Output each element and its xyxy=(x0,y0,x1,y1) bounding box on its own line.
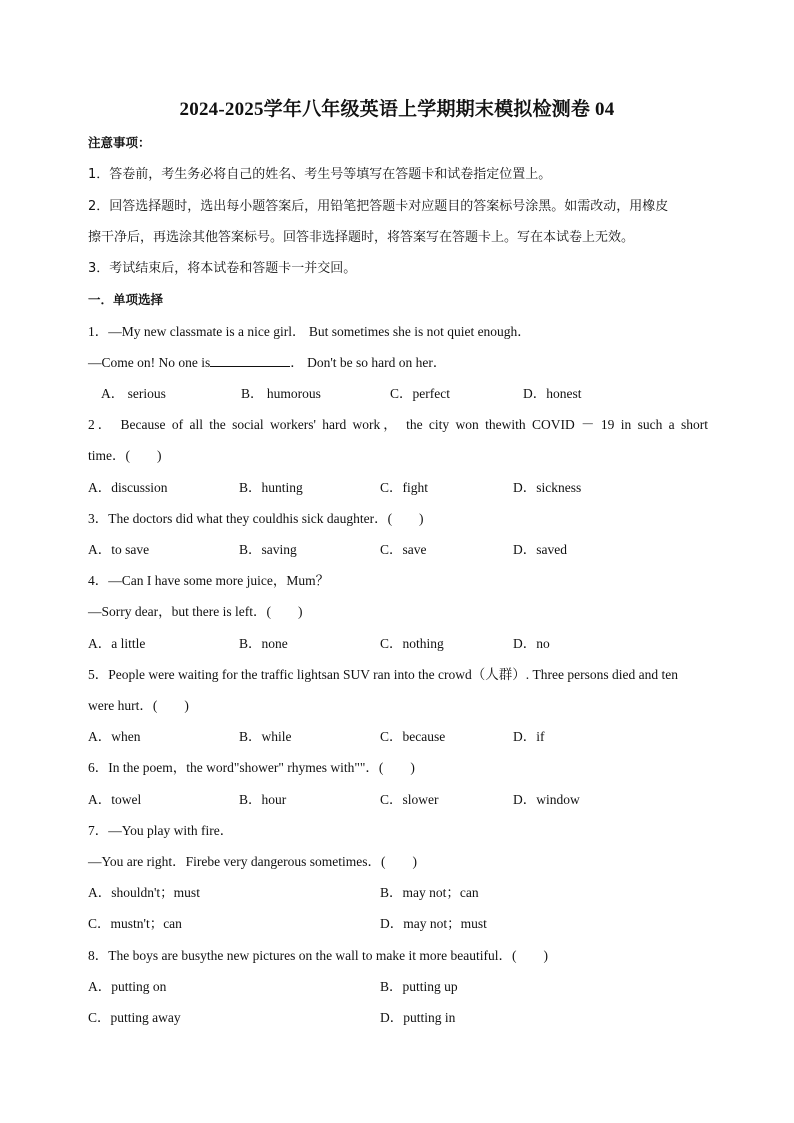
question-3-option-c: C．save xyxy=(380,542,427,557)
question-7-stem-cont: —You are right．Firebe very dangerous sometimes．( ) xyxy=(88,854,417,869)
question-2-stem-cont: time．( ) xyxy=(88,448,162,463)
question-1-text-a: —Come on! No one is xyxy=(88,355,211,370)
question-1-option-c: C．perfect xyxy=(390,386,450,401)
question-1-stem: 1．—My new classmate is a nice girl． But sometimes she is not quiet enough． xyxy=(88,324,531,339)
question-7-option-c: C．mustn't；can xyxy=(88,916,182,931)
question-4-option-b: B．none xyxy=(239,636,288,651)
question-5-stem: 5．People were waiting for the traffic lightsan SUV ran into the crowd（人群）. Three persons died and ten xyxy=(88,667,678,682)
question-2-option-b: B．hunting xyxy=(239,480,303,495)
question-6-option-b: B．hour xyxy=(239,792,287,807)
question-8-option-d: D．putting in xyxy=(380,1010,456,1025)
question-6-stem: 6．In the poem，the word"shower" rhymes with""．( ) xyxy=(88,760,415,775)
question-8-option-b: B．putting up xyxy=(380,979,458,994)
question-5-option-c: C．because xyxy=(380,729,446,744)
question-5-stem-cont: were hurt．( ) xyxy=(88,698,189,713)
question-4-option-a: A．a little xyxy=(88,636,146,651)
question-4-stem-cont: —Sorry dear，but there is left．( ) xyxy=(88,604,303,619)
notes-item-3: 3．考试结束后，将本试卷和答题卡一并交回。 xyxy=(88,261,357,276)
question-1-option-d: D．honest xyxy=(523,386,582,401)
question-7-option-d: D．may not；must xyxy=(380,916,487,931)
question-4-stem: 4．—Can I have some more juice，Mum？ xyxy=(88,573,330,588)
question-3-option-b: B．saving xyxy=(239,542,297,557)
section-heading: 一．单项选择 xyxy=(88,292,164,307)
question-3-option-a: A．to save xyxy=(88,542,150,557)
question-2-option-d: D．sickness xyxy=(513,480,582,495)
question-8-option-a: A．putting on xyxy=(88,979,167,994)
question-4-option-c: C．nothing xyxy=(380,636,444,651)
question-1-option-b: B． humorous xyxy=(241,386,321,401)
question-8-stem: 8．The boys are busythe new pictures on the wall to make it more beautiful．( ) xyxy=(88,948,549,963)
question-1-option-a: A． serious xyxy=(101,386,166,401)
question-1-text-b: ． Don't be so hard on her． xyxy=(290,355,447,370)
question-4-option-d: D．no xyxy=(513,636,550,651)
question-7-option-b: B．may not；can xyxy=(380,885,479,900)
notes-item-2: 2．回答选择题时，选出每小题答案后，用铅笔把答题卡对应题目的答案标号涂黑。如需改动，用橡皮 xyxy=(88,199,669,214)
question-8-option-c: C．putting away xyxy=(88,1010,181,1025)
question-6-option-a: A．towel xyxy=(88,792,142,807)
answer-blank xyxy=(210,354,290,367)
question-7-option-a: A．shouldn't；must xyxy=(88,885,200,900)
question-2-option-c: C．fight xyxy=(380,480,429,495)
question-6-option-c: C．slower xyxy=(380,792,439,807)
question-3-stem: 3．The doctors did what they couldhis sick daughter．( ) xyxy=(88,511,424,526)
question-2-option-a: A．discussion xyxy=(88,480,168,495)
question-2-stem: 2． Because of all the social workers' hard work， the city won thewith COVID － 19 in such a short xyxy=(88,417,708,432)
notes-item-2-cont: 擦干净后，再选涂其他答案标号。回答非选择题时，将答案写在答题卡上。写在本试卷上无效。 xyxy=(88,230,635,245)
question-5-option-d: D．if xyxy=(513,729,545,744)
notes-item-1: 1．答卷前，考生务必将自己的姓名、考生号等填写在答题卡和试卷指定位置上。 xyxy=(88,167,552,182)
question-5-option-b: B．while xyxy=(239,729,292,744)
notes-heading: 注意事项： xyxy=(88,135,151,150)
question-5-option-a: A．when xyxy=(88,729,141,744)
page-title: 2024-2025学年八年级英语上学期期末模拟检测卷 04 xyxy=(179,99,615,120)
question-1-line-2 xyxy=(88,354,708,372)
question-7-stem: 7．—You play with fire． xyxy=(88,823,234,838)
question-6-option-d: D．window xyxy=(513,792,580,807)
question-3-option-d: D．saved xyxy=(513,542,567,557)
